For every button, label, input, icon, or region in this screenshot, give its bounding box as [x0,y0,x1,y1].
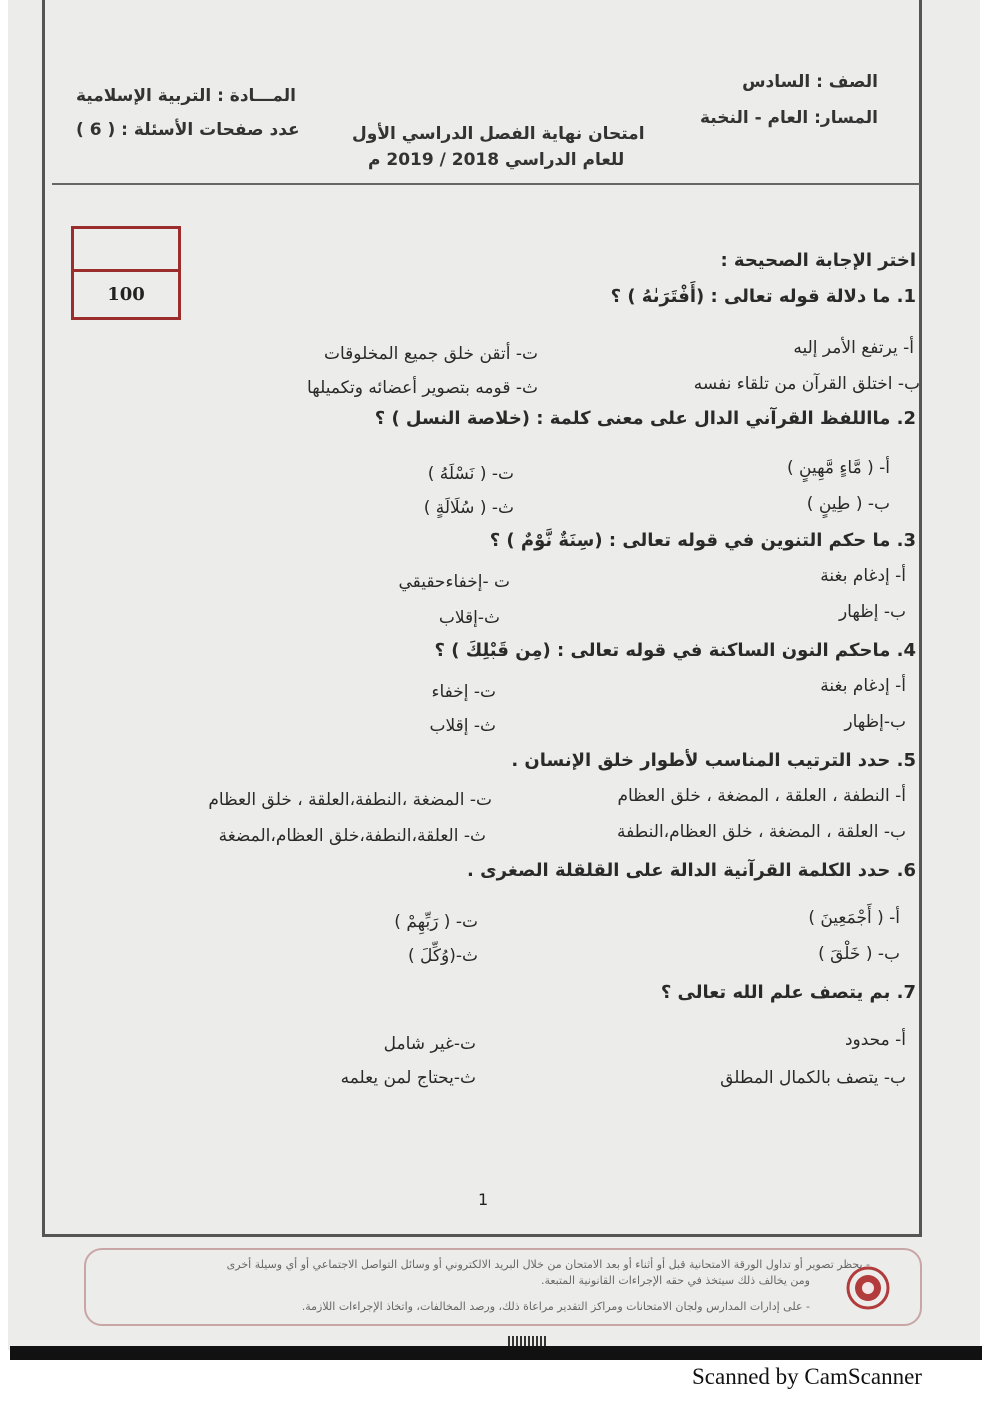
q3-option-a[interactable]: أ- إدغام بغنة [820,566,906,586]
q2-option-d[interactable]: ث- ( سُلَالَةٍ ) [423,498,514,518]
q1-option-c[interactable]: ت- أتقن خلق جميع المخلوقات [323,344,538,364]
q1-option-d[interactable]: ث- قومه بتصوير أعضائه وتكميلها [307,378,538,398]
question-7: 7. بم يتصف علم الله تعالى ؟ [660,982,916,1003]
q6-option-c[interactable]: ت- ( رَبِّهِمْ ) [394,912,478,932]
q6-option-b[interactable]: ب- ( خَلْقَ ) [818,944,900,964]
q3-option-d[interactable]: ث-إقلاب [438,608,500,628]
q5-option-b[interactable]: ب- العلقة ، المضغة ، خلق العظام،النطفة [616,822,906,842]
q5-option-a[interactable]: أ- النطفة ، العلقة ، المضغة ، خلق العظام [617,786,906,806]
question-4: 4. ماحكم النون الساكنة في قوله تعالى : (مِن قَبْلِكَ ) ؟ [434,640,916,661]
q7-option-d[interactable]: ث-يحتاج لمن يعلمه [340,1068,476,1088]
q4-option-b[interactable]: ب-إظهار [844,712,906,732]
q3-option-b[interactable]: ب- إظهار [838,602,906,622]
notice-line-3: - على إدارات المدارس ولجان الامتحانات ومراكز التقدير مراعاة ذلك، ورصد المخالفات، واتخاذ الإجراءات اللازمة. [301,1300,810,1313]
q2-option-c[interactable]: ت- ( نَسْلَهُ ) [427,464,514,484]
q4-option-c[interactable]: ت- إخفاء [431,682,496,702]
question-3: 3. ما حكم التنوين في قوله تعالى : (سِنَةٌ نَّوْمٌ ) ؟ [489,530,916,551]
subject-label: المـــادة : التربية الإسلامية [76,86,296,106]
score-total: 100 [107,284,145,305]
q2-option-b[interactable]: ب- ( طِينٍ ) [806,494,890,514]
track-label: المسار: العام - النخبة [700,108,878,128]
q2-option-a[interactable]: أ- ( مَّاءٍ مَّهِينٍ ) [786,458,890,478]
q7-option-b[interactable]: ب- يتصف بالكمال المطلق [720,1068,906,1088]
academic-year: للعام الدراسي 2018 / 2019 م [368,150,625,170]
ministry-seal-icon [846,1266,890,1310]
q1-option-a[interactable]: أ- يرتفع الأمر إليه [793,338,914,358]
q5-option-c[interactable]: ت- المضغة ،النطفة،العلقة ، خلق العظام [208,790,492,810]
score-box [71,226,181,320]
q7-option-a[interactable]: أ- محدود [844,1030,906,1050]
q3-option-c[interactable]: ت -إخفاءحقيقي [398,572,510,592]
exam-title: امتحان نهاية الفصل الدراسي الأول [352,124,645,144]
q4-option-a[interactable]: أ- إدغام بغنة [820,676,906,696]
pages-count-label: عدد صفحات الأسئلة : ( 6 ) [76,120,300,140]
score-empty-cell [74,229,178,272]
grade-label: الصف : السادس [742,72,878,92]
question-6: 6. حدد الكلمة القرآنية الدالة على القلقلة الصغرى . [467,860,916,881]
question-2: 2. مااللفظ القرآني الدال على معنى كلمة : (خلاصة النسل ) ؟ [374,408,916,429]
notice-line-2: ومن يخالف ذلك سيتخذ في حقه الإجراءات القانونية المتبعة. [540,1274,810,1287]
question-1: 1. ما دلالة قوله تعالى : (أَفْتَرَىٰهُ ) ؟ [610,286,916,307]
q1-option-b[interactable]: ب- اختلق القرآن من تلقاء نفسه [693,374,920,394]
scanner-watermark: Scanned by CamScanner [692,1364,922,1389]
q6-option-d[interactable]: ث-(وُكِّلَ ) [408,946,478,966]
q6-option-a[interactable]: أ- ( أَجْمَعِينَ ) [808,908,900,928]
notice-line-1: - يحظر تصوير أو تداول الورقة الامتحانية قبل أو أثناء أو بعد الامتحان من خلال البريد الالكتروني أو وسائل التواصل الاجتماعي أو أي وسيلة أخرى [226,1258,870,1271]
page-number: 1 [478,1190,489,1209]
question-5: 5. حدد الترتيب المناسب لأطوار خلق الإنسان . [511,750,916,771]
q5-option-d[interactable]: ث- العلقة،النطفة،خلق العظام،المضغة [218,826,486,846]
q7-option-c[interactable]: ت-غير شامل [383,1034,476,1054]
q4-option-d[interactable]: ث- إقلاب [429,716,496,736]
header-divider [52,183,920,185]
scan-edge [10,1346,982,1360]
copyright-notice [84,1248,922,1326]
instruction: اختر الإجابة الصحيحة : [720,250,916,271]
